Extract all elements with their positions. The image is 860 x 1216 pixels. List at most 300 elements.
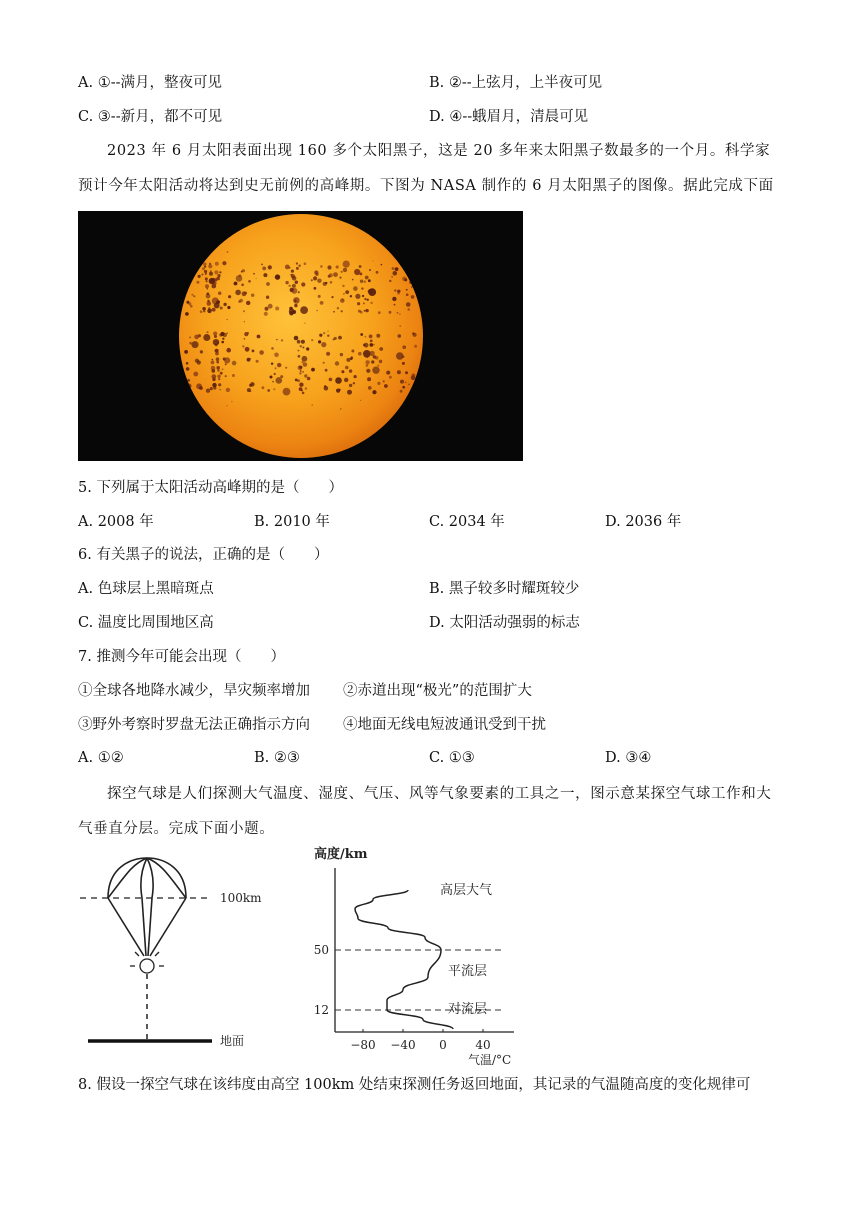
sunspot (227, 319, 228, 320)
sunspot (265, 307, 269, 311)
sunspot (302, 347, 304, 349)
sunspot (300, 345, 302, 347)
y-tick-label: 50 (313, 943, 329, 957)
sunspot (352, 279, 354, 281)
sunspot (365, 309, 368, 312)
sunspot (335, 361, 339, 365)
sunspot (232, 361, 237, 366)
sunspot (331, 296, 333, 298)
sunspot (313, 276, 317, 280)
sunspot (337, 307, 339, 309)
sunspot (296, 262, 298, 264)
sunspot (342, 285, 344, 287)
q4-option-c: C. ③--新月，都不可见 (78, 109, 223, 125)
sunspot (291, 270, 294, 273)
sunspot (217, 369, 219, 371)
sunspot (323, 362, 325, 364)
sunspot (363, 344, 366, 347)
sunspot (298, 291, 300, 293)
sunspot (290, 274, 292, 276)
sunspot (325, 369, 328, 372)
sunspot (304, 374, 307, 377)
sunspot (206, 389, 210, 393)
sunspot (296, 267, 299, 270)
sunspot (300, 306, 308, 314)
sunspot (281, 339, 283, 341)
sunspot (253, 273, 255, 275)
sunspot (201, 274, 203, 276)
sunspot (262, 386, 265, 389)
sunspot (295, 281, 298, 284)
sunspot (299, 387, 303, 391)
sunspot (268, 304, 273, 309)
sunspot (285, 265, 290, 270)
sunspot (312, 404, 313, 405)
sunspot (245, 347, 250, 352)
sunspot (376, 334, 380, 338)
sunspot (412, 374, 416, 378)
sunspot (398, 334, 402, 338)
sunspot (203, 310, 205, 312)
sunspot (403, 262, 406, 265)
sunspot (405, 371, 408, 374)
sunspot (341, 370, 344, 373)
sunspot (206, 294, 211, 299)
sunspot (302, 356, 308, 362)
sunspot (379, 360, 383, 364)
sunspot (320, 301, 324, 305)
sunspot (244, 338, 246, 340)
sunspot (365, 360, 369, 364)
sunspot (327, 335, 329, 337)
q6-option-a: A. 色球层上黑暗斑点 (78, 581, 214, 597)
sunspot (241, 284, 244, 287)
sunspot (217, 375, 220, 378)
sunspot (299, 383, 303, 387)
sunspot (186, 280, 189, 283)
x-tick-label: −80 (350, 1038, 376, 1052)
sunspot (354, 375, 357, 378)
sunspot (190, 305, 193, 308)
sunspot (406, 302, 411, 307)
sunspot (369, 269, 371, 271)
sunspot (301, 282, 305, 286)
sunspot (217, 274, 220, 277)
sunspot (188, 302, 191, 305)
sunspot (363, 302, 365, 304)
sunspot (370, 302, 372, 304)
sunspot (376, 271, 379, 274)
sunspot (389, 376, 392, 379)
sunspot (215, 262, 219, 266)
sunspot (218, 292, 221, 295)
sunspot (193, 372, 198, 377)
sunspot (216, 300, 220, 304)
sunspot (370, 340, 373, 343)
sunspot (226, 405, 227, 406)
sunspot (339, 389, 341, 391)
x-axis-label: 气温/°C (468, 1053, 512, 1067)
sunspot (375, 391, 377, 393)
x-tick-label: 40 (475, 1038, 491, 1052)
sunspot (397, 370, 401, 374)
sunspot (291, 288, 297, 294)
sunspot (364, 298, 366, 300)
sunspot (211, 309, 213, 311)
sunspot (361, 287, 363, 289)
sunspot (411, 286, 413, 288)
sunspot (213, 386, 216, 389)
sunspot (249, 390, 251, 392)
sunspot (186, 367, 190, 371)
sunspot (189, 337, 191, 339)
sunspot (246, 301, 250, 305)
sunspot (299, 366, 302, 369)
sunspot (370, 343, 374, 347)
q7-option-d: D. ③④ (605, 750, 652, 766)
parachute (108, 858, 186, 956)
sunspot (305, 387, 307, 389)
sunspot (378, 311, 381, 314)
sunspot (397, 292, 399, 294)
sunspot (257, 335, 261, 339)
sunspot (205, 273, 207, 275)
sunspot (297, 340, 301, 344)
sunspot (364, 281, 366, 283)
sunspot (202, 307, 205, 310)
sunspot (187, 379, 190, 382)
sunspot (304, 262, 307, 265)
sunspot (256, 278, 257, 279)
sunspot (212, 359, 214, 361)
sunspot (394, 289, 396, 291)
sunspot (341, 310, 343, 312)
sunspot (351, 350, 354, 353)
sunspot (299, 372, 301, 374)
sunspot (372, 367, 379, 374)
sunspot (389, 280, 391, 282)
sunspot (395, 267, 399, 271)
sunspot (192, 341, 199, 348)
sunspot (248, 280, 251, 283)
sunspot (316, 310, 318, 312)
sunspot (275, 274, 280, 279)
sunspot (266, 282, 270, 286)
sunspot (366, 369, 370, 373)
sunspot (294, 336, 299, 341)
sunspot (232, 374, 235, 377)
sunspot (214, 350, 216, 352)
sunspot (377, 382, 380, 385)
sunspot (198, 334, 201, 337)
sunspot (370, 351, 375, 356)
q4-option-d: D. ④--蛾眉月，清晨可见 (429, 109, 589, 125)
sunspot (242, 345, 244, 347)
sunspot (292, 276, 297, 281)
sunspot (362, 295, 364, 297)
sunspot (187, 384, 192, 389)
sunspot (211, 361, 215, 365)
sunspot (223, 303, 226, 306)
sunspot (301, 361, 303, 363)
sunspot (408, 308, 410, 310)
layer-label-troposphere: 对流层 (448, 1002, 488, 1017)
sunspot (314, 270, 318, 274)
sunspot (193, 295, 195, 297)
sunspot (222, 368, 224, 370)
sunspot (323, 332, 325, 334)
sunspot (365, 276, 369, 280)
q4-option-b: B. ②--上弦月，上半夜可见 (429, 75, 603, 91)
q7-stem: 7. 推测今年可能会出现（ ） (78, 649, 285, 665)
sunspot (402, 386, 405, 389)
sensor-payload (130, 952, 164, 973)
sunspot (214, 335, 217, 338)
sunspot (346, 358, 350, 362)
sunspot (242, 269, 245, 272)
sunspot (294, 304, 297, 307)
sunspot (277, 363, 281, 367)
sunspot (185, 312, 189, 316)
sunspot (289, 285, 291, 287)
q5-stem: 5. 下列属于太阳活动高峰期的是（ ） (78, 480, 343, 496)
sunspot (384, 384, 388, 388)
sunspot (389, 311, 392, 314)
sunspot (216, 366, 220, 370)
sunspot (198, 275, 201, 278)
sunspot (215, 352, 219, 356)
sunspot (408, 384, 410, 386)
sunspot (383, 380, 385, 382)
sunspot (319, 334, 322, 337)
sunspot (273, 388, 275, 390)
sunspot (295, 379, 298, 382)
sunspot (400, 390, 403, 393)
sunspot (252, 350, 255, 353)
sunspot (343, 268, 347, 272)
sunspot (206, 280, 208, 282)
sunspot (392, 297, 396, 301)
sunspot (271, 347, 274, 350)
sunspot (226, 332, 228, 334)
sunspot (339, 277, 341, 279)
sunspot (349, 384, 352, 387)
sunspot (372, 260, 373, 261)
sunspot (274, 373, 276, 375)
sunspot (406, 264, 413, 271)
sunspot (367, 299, 369, 301)
sunspot (329, 378, 333, 382)
q4-option-a: A. ①--满月，整夜可见 (78, 75, 222, 91)
atmosphere-temperature-chart (300, 838, 540, 1070)
sunspot (357, 302, 360, 305)
sunspot (347, 390, 352, 395)
sunspot (326, 352, 330, 356)
sunspot (368, 386, 372, 390)
sunspot (304, 323, 305, 324)
sunspot (320, 265, 322, 267)
sunspot (314, 287, 317, 290)
sunspot (333, 311, 335, 313)
sunspot (251, 294, 254, 297)
sunspot (239, 274, 242, 277)
sunspot (406, 289, 408, 291)
q6-option-d: D. 太阳活动强弱的标志 (429, 615, 580, 631)
sunspot (353, 286, 358, 291)
y-axis-label: 高度/km (314, 847, 368, 862)
sunspot (200, 310, 203, 313)
sunspot (359, 265, 362, 268)
sunspot (414, 345, 417, 348)
sunspot (285, 367, 287, 369)
sunspot (402, 277, 406, 281)
sunspot-intro-paragraph: 2023 年 6 月太阳表面出现 160 多个太阳黑子，这是 20 多年来太阳黑子数最多的一个月。科学家预计今年太阳活动将达到史无前例的高峰期。下图为 NASA 制作的 6 月太阳黑子的图像。据此完成下面 (78, 143, 774, 194)
sunspot (355, 294, 360, 299)
sunspot (274, 353, 279, 358)
sunspot (366, 356, 368, 358)
sunspot (184, 286, 189, 291)
sunspot (200, 350, 203, 353)
sunspot (311, 279, 313, 281)
q7-statement-4: ④地面无线电短波通讯受到干扰 (343, 717, 546, 733)
sunspot (381, 264, 383, 266)
sunspot (283, 388, 291, 396)
sunspot (272, 381, 274, 383)
sunspot (212, 369, 216, 373)
sunspot (250, 382, 254, 386)
sunspot (325, 282, 327, 284)
sunspot (368, 289, 372, 293)
sunspot (300, 370, 302, 372)
sunspot (345, 366, 349, 370)
sunspot (363, 350, 371, 358)
sunspot (311, 339, 313, 341)
q5-option-b: B. 2010 年 (254, 514, 330, 530)
sunspot (186, 362, 189, 365)
sunspot (199, 386, 203, 390)
sunspot (270, 376, 273, 379)
sunspot (209, 278, 215, 284)
sunspot (226, 348, 231, 353)
sunspot (353, 382, 355, 384)
sunspot (386, 371, 390, 375)
sunspot (340, 353, 343, 356)
sunspot (360, 400, 361, 401)
sunspot (399, 313, 401, 315)
q7-option-c: C. ①③ (429, 750, 475, 766)
sunspot (196, 281, 199, 284)
sunspot (271, 363, 273, 365)
sunspot (275, 307, 279, 311)
q7-option-b: B. ②③ (254, 750, 300, 766)
sunspot (302, 371, 304, 373)
ground-label: 地面 (220, 1034, 245, 1048)
sunspot (293, 297, 300, 304)
q6-option-b: B. 黑子较多时耀斑较少 (429, 581, 580, 597)
sunspot (280, 375, 283, 378)
sunspot (335, 377, 342, 384)
q6-stem: 6. 有关黑子的说法，正确的是（ ） (78, 547, 329, 563)
sunspot (350, 357, 353, 360)
sunspot (402, 362, 405, 365)
sunspot (413, 388, 416, 391)
sunspot (397, 312, 399, 314)
sunspot (221, 341, 224, 344)
sunspot (369, 335, 373, 339)
sunspot (402, 345, 406, 349)
sunspot (321, 342, 326, 347)
sunspot (360, 333, 363, 336)
sunspot (377, 365, 379, 367)
sunspot (371, 293, 372, 294)
sunspot (307, 377, 311, 381)
sunspot (206, 331, 208, 333)
sunspot (220, 307, 223, 310)
sunspot (317, 279, 321, 283)
sunspot (197, 360, 201, 364)
sunspot (358, 352, 362, 356)
sunspot (191, 273, 193, 275)
sunspot (224, 357, 230, 363)
sunspot (276, 377, 283, 384)
sunspot (267, 389, 270, 392)
sunspot-image (78, 211, 523, 461)
sunspot (234, 282, 238, 286)
sunspot (216, 277, 220, 281)
sunspot (336, 265, 339, 268)
sunspot (409, 271, 411, 273)
sunspot (324, 385, 326, 387)
sunspot (204, 270, 207, 273)
sunspot (329, 273, 333, 277)
sunspot (231, 401, 232, 402)
sunspot (365, 336, 367, 338)
sunspot (259, 350, 264, 355)
sunspot (340, 298, 345, 303)
q5-option-c: C. 2034 年 (429, 514, 505, 530)
sunspot (334, 337, 337, 340)
sunspot (222, 261, 226, 265)
sunspot (367, 377, 371, 381)
sunspot (205, 277, 208, 280)
sunspot (364, 310, 366, 312)
sunspot (210, 387, 213, 390)
height-label: 100km (220, 891, 262, 905)
sunspot (407, 269, 410, 272)
sunspot (391, 276, 393, 278)
sunspot (207, 336, 208, 337)
sunspot (218, 383, 221, 386)
sunspot (327, 265, 331, 269)
temperature-curve (355, 890, 453, 1029)
sunspot (412, 332, 414, 334)
sunspot (262, 267, 266, 271)
sunspot (244, 321, 245, 322)
sunspot (249, 358, 251, 360)
sunspot (189, 271, 192, 274)
sunspot (366, 364, 369, 367)
sunspot (394, 304, 396, 306)
q7-option-a: A. ①② (78, 750, 124, 766)
x-tick-label: 0 (439, 1038, 447, 1052)
sunspot (392, 267, 395, 270)
sunspot (327, 331, 328, 332)
sunspot (219, 271, 221, 273)
q8-stem: 8. 假设一探空气球在该纬度由高空 100km 处结束探测任务返回地面，其记录的气温随高度的变化规律可 (78, 1077, 751, 1093)
sunspot (215, 344, 218, 347)
sunspot (184, 350, 188, 354)
sunspot (405, 382, 407, 384)
